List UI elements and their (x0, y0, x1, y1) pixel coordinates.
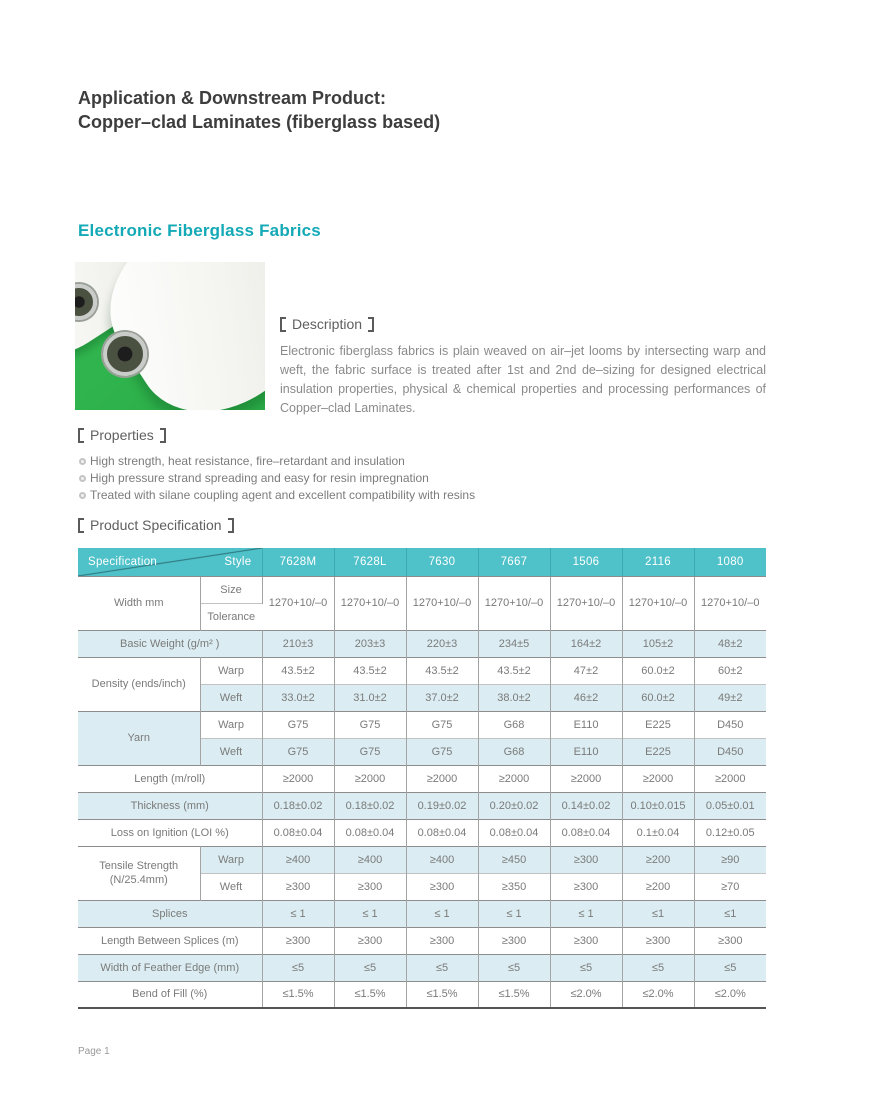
spec-value-cell: ≥2000 (694, 765, 766, 792)
spec-column-header: 1080 (694, 548, 766, 576)
spec-table-row (78, 819, 766, 846)
spec-value-cell: 1270+10/–0 (478, 576, 550, 630)
spec-table-row (78, 630, 766, 657)
spec-value-cell: ≥2000 (478, 765, 550, 792)
spec-value-cell: ≥200 (622, 873, 694, 900)
spec-value-cell: 0.12±0.05 (694, 819, 766, 846)
spec-value-cell: ≤2.0% (550, 981, 622, 1008)
spec-value-cell: ≥90 (694, 846, 766, 873)
spec-value-cell: G75 (262, 738, 334, 765)
spec-value-cell: G68 (478, 711, 550, 738)
spec-value-cell: 234±5 (478, 630, 550, 657)
spec-value-cell: 49±2 (694, 684, 766, 711)
spec-value-cell: G75 (262, 711, 334, 738)
spec-row-sublabel: Weft (200, 684, 262, 711)
spec-corner-right-label: Style (224, 555, 252, 568)
spec-value-cell: ≤2.0% (622, 981, 694, 1008)
spec-column-header: 7628L (334, 548, 406, 576)
spec-value-cell: ≥300 (550, 927, 622, 954)
spec-value-cell: ≥300 (262, 927, 334, 954)
spec-column-header: 7630 (406, 548, 478, 576)
spec-value-cell: ≤1.5% (406, 981, 478, 1008)
spec-value-cell: ≥2000 (622, 765, 694, 792)
properties-heading (78, 427, 166, 443)
spec-value-cell: 0.08±0.04 (478, 819, 550, 846)
spec-value-cell: 1270+10/–0 (694, 576, 766, 630)
bracket-right-icon (228, 518, 234, 533)
spec-value-cell: ≤5 (550, 954, 622, 981)
spec-value-cell: 38.0±2 (478, 684, 550, 711)
spec-value-cell: E110 (550, 738, 622, 765)
spec-value-cell: ≤1.5% (334, 981, 406, 1008)
spec-value-cell: ≥2000 (334, 765, 406, 792)
spec-value-cell: 47±2 (550, 657, 622, 684)
description-heading (280, 316, 766, 332)
spec-row-label: Loss on Ignition (LOI %) (78, 819, 262, 846)
spec-value-cell: 1270+10/–0 (406, 576, 478, 630)
spec-value-cell: 1270+10/–0 (622, 576, 694, 630)
spec-value-cell: 48±2 (694, 630, 766, 657)
spec-row-label: Basic Weight (g/m² ) (78, 630, 262, 657)
spec-value-cell: ≥300 (406, 873, 478, 900)
spec-value-cell: ≥2000 (262, 765, 334, 792)
spec-value-cell: ≥2000 (406, 765, 478, 792)
spec-value-cell: ≥300 (262, 873, 334, 900)
spec-row-label: Splices (78, 900, 262, 927)
spec-value-cell: ≤ 1 (478, 900, 550, 927)
specification-table-wrap (78, 548, 766, 1009)
spec-value-cell: ≤5 (478, 954, 550, 981)
spec-value-cell: 1270+10/–0 (262, 576, 334, 630)
spec-value-cell: 210±3 (262, 630, 334, 657)
spec-value-cell: 0.08±0.04 (550, 819, 622, 846)
spec-value-cell: ≥300 (406, 927, 478, 954)
spec-value-cell: 105±2 (622, 630, 694, 657)
spec-value-cell: ≥300 (694, 927, 766, 954)
spec-value-cell: ≥300 (478, 927, 550, 954)
property-item-text: Treated with silane coupling agent and excellent compatibility with resins (90, 488, 476, 502)
spec-value-cell: D450 (694, 711, 766, 738)
spec-corner-cell (78, 548, 262, 576)
spec-value-cell: E225 (622, 711, 694, 738)
spec-corner-left-label: Specification (88, 555, 158, 568)
spec-value-cell: G75 (406, 738, 478, 765)
section-heading: Electronic Fiberglass Fabrics (78, 221, 321, 240)
spec-row-label: Density (ends/inch) (78, 657, 200, 711)
spec-value-cell: 0.14±0.02 (550, 792, 622, 819)
spec-value-cell: ≥2000 (550, 765, 622, 792)
roll-core-icon (103, 332, 147, 376)
spec-row-sublabel: Weft (200, 738, 262, 765)
spec-value-cell: ≤5 (622, 954, 694, 981)
spec-value-cell: E225 (622, 738, 694, 765)
spec-row-sublabel: Warp (200, 846, 262, 873)
spec-value-cell: G75 (406, 711, 478, 738)
spec-value-cell: 46±2 (550, 684, 622, 711)
spec-value-cell: ≥300 (550, 846, 622, 873)
page-number: Page 1 (78, 1046, 110, 1057)
spec-value-cell: ≥450 (478, 846, 550, 873)
spec-row-sublabel: Warp (200, 711, 262, 738)
specification-table (78, 548, 766, 1009)
spec-table-row (78, 576, 766, 603)
spec-value-cell: 0.08±0.04 (262, 819, 334, 846)
spec-table-row (78, 927, 766, 954)
spec-value-cell: ≤ 1 (334, 900, 406, 927)
spec-row-label: Bend of Fill (%) (78, 981, 262, 1008)
spec-value-cell: ≤1.5% (262, 981, 334, 1008)
spec-value-cell: ≥300 (550, 873, 622, 900)
spec-table-row (78, 846, 766, 873)
spec-row-label: Tensile Strength (N/25.4mm) (78, 846, 200, 900)
spec-row-sublabel: Size (200, 576, 262, 603)
spec-value-cell: 164±2 (550, 630, 622, 657)
spec-value-cell: ≤ 1 (550, 900, 622, 927)
spec-value-cell: 0.05±0.01 (694, 792, 766, 819)
ring-bullet-icon (79, 475, 86, 482)
specification-heading-label: Product Specification (90, 517, 222, 533)
spec-value-cell: G68 (478, 738, 550, 765)
spec-value-cell: 0.18±0.02 (262, 792, 334, 819)
spec-row-label: Width of Feather Edge (mm) (78, 954, 262, 981)
spec-table-row (78, 900, 766, 927)
spec-value-cell: 0.08±0.04 (406, 819, 478, 846)
spec-column-header: 1506 (550, 548, 622, 576)
spec-table-body (78, 576, 766, 1008)
spec-value-cell: 43.5±2 (478, 657, 550, 684)
spec-value-cell: ≤2.0% (694, 981, 766, 1008)
spec-value-cell: ≤5 (406, 954, 478, 981)
bracket-left-icon (78, 428, 84, 443)
spec-value-cell: 203±3 (334, 630, 406, 657)
spec-column-header: 2116 (622, 548, 694, 576)
ring-bullet-icon (79, 458, 86, 465)
spec-row-label: Thickness (mm) (78, 792, 262, 819)
spec-value-cell: 0.20±0.02 (478, 792, 550, 819)
properties-list (79, 453, 475, 504)
spec-row-sublabel: Warp (200, 657, 262, 684)
bracket-right-icon (368, 317, 374, 332)
property-item-text: High pressure strand spreading and easy for resin impregnation (90, 471, 429, 485)
spec-value-cell: ≥400 (406, 846, 478, 873)
spec-value-cell: 60.0±2 (622, 684, 694, 711)
spec-value-cell: ≥70 (694, 873, 766, 900)
spec-value-cell: ≥300 (622, 927, 694, 954)
spec-value-cell: 43.5±2 (334, 657, 406, 684)
spec-table-row (78, 981, 766, 1008)
spec-value-cell: ≤ 1 (406, 900, 478, 927)
spec-column-header: 7667 (478, 548, 550, 576)
spec-table-row (78, 954, 766, 981)
description-text: Electronic fiberglass fabrics is plain weaved on air–jet looms by intersecting warp and weft, the fabric surface is treated after 1st and 2nd de–sizing for designed electrical insulation properties, physical & chemical properties and processing performances of Copper–clad Laminates. (280, 344, 766, 415)
spec-table-row (78, 765, 766, 792)
property-item (79, 487, 475, 504)
spec-value-cell: ≥300 (334, 927, 406, 954)
spec-header-row (78, 548, 766, 576)
spec-row-sublabel: Tolerance (200, 603, 262, 630)
spec-value-cell: ≥350 (478, 873, 550, 900)
spec-value-cell: ≥300 (334, 873, 406, 900)
spec-row-label: Width mm (78, 576, 200, 630)
spec-value-cell: 43.5±2 (406, 657, 478, 684)
spec-table-row (78, 792, 766, 819)
page-title-line2: Copper–clad Laminates (fiberglass based) (78, 112, 441, 132)
spec-value-cell: 0.18±0.02 (334, 792, 406, 819)
spec-value-cell: 60.0±2 (622, 657, 694, 684)
page-title-line1: Application & Downstream Product: (78, 88, 387, 108)
bracket-left-icon (78, 518, 84, 533)
spec-table-row (78, 711, 766, 738)
spec-value-cell: 0.19±0.02 (406, 792, 478, 819)
spec-row-label: Yarn (78, 711, 200, 765)
spec-row-label: Length (m/roll) (78, 765, 262, 792)
property-item-text: High strength, heat resistance, fire–retardant and insulation (90, 454, 405, 468)
spec-value-cell: ≤5 (694, 954, 766, 981)
spec-row-label: Length Between Splices (m) (78, 927, 262, 954)
spec-value-cell: 43.5±2 (262, 657, 334, 684)
spec-column-header: 7628M (262, 548, 334, 576)
ring-bullet-icon (79, 492, 86, 499)
spec-value-cell: 0.10±0.015 (622, 792, 694, 819)
spec-value-cell: ≤1 (694, 900, 766, 927)
spec-value-cell: D450 (694, 738, 766, 765)
spec-value-cell: 37.0±2 (406, 684, 478, 711)
spec-value-cell: 220±3 (406, 630, 478, 657)
spec-value-cell: ≤ 1 (262, 900, 334, 927)
spec-row-sublabel: Weft (200, 873, 262, 900)
spec-value-cell: 31.0±2 (334, 684, 406, 711)
spec-value-cell: 33.0±2 (262, 684, 334, 711)
bracket-right-icon (160, 428, 166, 443)
spec-value-cell: ≤5 (262, 954, 334, 981)
spec-value-cell: ≤1.5% (478, 981, 550, 1008)
spec-value-cell: 60±2 (694, 657, 766, 684)
spec-value-cell: 0.08±0.04 (334, 819, 406, 846)
bracket-left-icon (280, 317, 286, 332)
spec-value-cell: ≥200 (622, 846, 694, 873)
description-block (280, 316, 766, 418)
description-heading-label: Description (292, 316, 363, 332)
spec-value-cell: 1270+10/–0 (334, 576, 406, 630)
page-title (78, 86, 440, 134)
spec-value-cell: ≥400 (334, 846, 406, 873)
spec-value-cell: 0.1±0.04 (622, 819, 694, 846)
properties-heading-label: Properties (90, 427, 154, 443)
spec-value-cell: ≤5 (334, 954, 406, 981)
spec-value-cell: G75 (334, 711, 406, 738)
specification-heading (78, 517, 234, 533)
spec-value-cell: E110 (550, 711, 622, 738)
product-photo (75, 262, 265, 410)
spec-table-row (78, 657, 766, 684)
spec-value-cell: 1270+10/–0 (550, 576, 622, 630)
property-item (79, 470, 475, 487)
property-item (79, 453, 475, 470)
spec-value-cell: G75 (334, 738, 406, 765)
spec-value-cell: ≤1 (622, 900, 694, 927)
spec-value-cell: ≥400 (262, 846, 334, 873)
